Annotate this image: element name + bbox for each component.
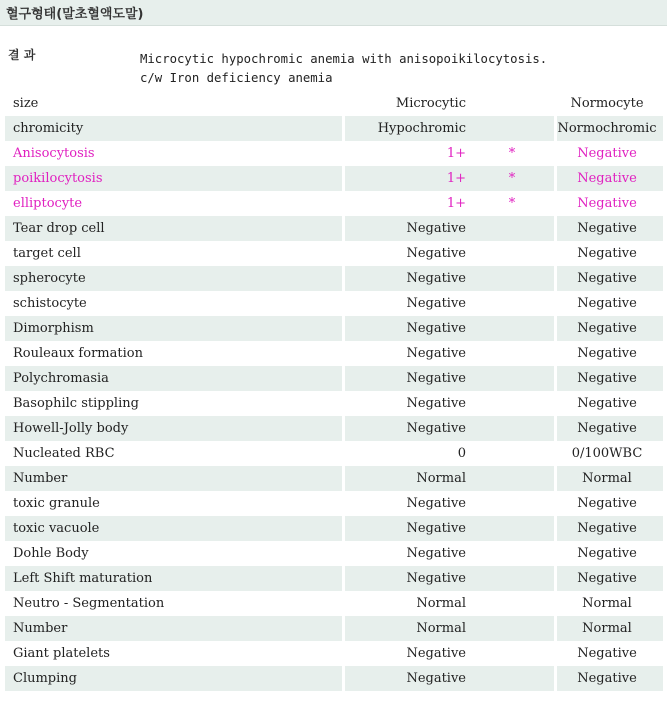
reference-value: Normocyte <box>570 96 644 111</box>
reference-value: Negative <box>557 516 663 541</box>
finding-value: 1+ <box>446 146 466 161</box>
table-row <box>5 491 663 516</box>
finding-name: spherocyte <box>5 266 342 291</box>
finding-name: poikilocytosis <box>5 166 342 191</box>
finding-name: Anisocytosis <box>13 146 95 161</box>
abnormal-flag <box>470 116 554 141</box>
table-row <box>5 541 663 566</box>
finding-name: Tear drop cell <box>5 216 342 241</box>
finding-value: Negative <box>345 666 470 691</box>
abnormal-flag: * <box>508 196 516 211</box>
table-row <box>5 641 663 666</box>
finding-value: Negative <box>345 366 470 391</box>
finding-name: size <box>13 96 39 111</box>
reference-value: 0/100WBC <box>571 446 643 461</box>
reference-value: Normal <box>557 616 663 641</box>
reference-value: Negative <box>577 246 637 261</box>
finding-value: Negative <box>406 496 466 511</box>
table-row <box>5 316 663 341</box>
section-header <box>0 0 667 26</box>
table-row <box>5 591 663 616</box>
reference-value: Negative <box>557 166 663 191</box>
table-row <box>5 166 663 191</box>
abnormal-flag: * <box>470 166 554 191</box>
reference-value: Negative <box>577 496 637 511</box>
finding-name: elliptocyte <box>13 196 83 211</box>
abnormal-flag <box>470 666 554 691</box>
finding-value: Negative <box>406 246 466 261</box>
reference-value: Negative <box>557 566 663 591</box>
finding-value: Negative <box>345 266 470 291</box>
table-row <box>5 341 663 366</box>
finding-name: Clumping <box>5 666 342 691</box>
finding-value: Negative <box>406 646 466 661</box>
abnormal-flag <box>470 291 554 316</box>
finding-name: Number <box>5 616 342 641</box>
abnormal-flag <box>470 441 554 466</box>
finding-name: schistocyte <box>13 296 87 311</box>
finding-value: Negative <box>345 566 470 591</box>
finding-name: Dimorphism <box>5 316 342 341</box>
table-row <box>5 241 663 266</box>
abnormal-flag <box>470 266 554 291</box>
abnormal-flag <box>470 341 554 366</box>
finding-value: Negative <box>406 396 466 411</box>
reference-value: Negative <box>557 666 663 691</box>
result-line: c/w Iron deficiency anemia <box>140 71 333 85</box>
table-row <box>5 216 663 241</box>
abnormal-flag <box>470 566 554 591</box>
reference-value: Negative <box>557 316 663 341</box>
table-row <box>5 466 663 491</box>
reference-value: Negative <box>557 216 663 241</box>
reference-value: Negative <box>577 346 637 361</box>
finding-name: Rouleaux formation <box>13 346 143 361</box>
finding-name: Number <box>5 466 342 491</box>
reference-value: Negative <box>557 416 663 441</box>
result-line: Microcytic hypochromic anemia with anisopoikilocytosis. <box>140 52 548 66</box>
reference-value: Negative <box>577 196 637 211</box>
table-row <box>5 366 663 391</box>
abnormal-flag <box>470 91 554 116</box>
reference-value: Negative <box>577 396 637 411</box>
finding-name: Dohle Body <box>13 546 89 561</box>
table-row <box>5 616 663 641</box>
abnormal-flag <box>470 491 554 516</box>
finding-name: Basophilc stippling <box>13 396 139 411</box>
abnormal-flag <box>470 241 554 266</box>
finding-value: Negative <box>345 416 470 441</box>
abnormal-flag <box>470 516 554 541</box>
abnormal-flag: * <box>508 146 516 161</box>
abnormal-flag <box>470 641 554 666</box>
abnormal-flag <box>470 466 554 491</box>
reference-value: Normal <box>557 466 663 491</box>
finding-name: Polychromasia <box>5 366 342 391</box>
finding-name: toxic granule <box>13 496 100 511</box>
finding-value: Hypochromic <box>345 116 470 141</box>
table-row <box>5 666 663 691</box>
abnormal-flag <box>470 616 554 641</box>
reference-value: Negative <box>557 266 663 291</box>
finding-value: Negative <box>406 546 466 561</box>
reference-value: Negative <box>557 366 663 391</box>
finding-value: Negative <box>406 346 466 361</box>
finding-name: toxic vacuole <box>5 516 342 541</box>
table-row <box>5 516 663 541</box>
section-title: 혈구형태(말초혈액도말) <box>6 7 144 22</box>
table-row <box>5 391 663 416</box>
finding-name: chromicity <box>5 116 342 141</box>
table-row <box>5 91 663 116</box>
finding-name: Left Shift maturation <box>5 566 342 591</box>
reference-value: Normal <box>582 596 632 611</box>
finding-value: Negative <box>345 516 470 541</box>
abnormal-flag <box>470 541 554 566</box>
abnormal-flag <box>470 366 554 391</box>
finding-value: Normal <box>416 596 466 611</box>
table-row <box>5 116 663 141</box>
finding-value: Normal <box>345 616 470 641</box>
reference-value: Normochromic <box>557 116 663 141</box>
finding-value: 0 <box>457 446 466 461</box>
abnormal-flag <box>470 391 554 416</box>
finding-value: Normal <box>345 466 470 491</box>
finding-value: 1+ <box>446 196 466 211</box>
abnormal-flag <box>470 591 554 616</box>
finding-name: Neutro - Segmentation <box>13 596 165 611</box>
table-row <box>5 191 663 216</box>
abnormal-flag <box>470 216 554 241</box>
finding-name: Howell-Jolly body <box>5 416 342 441</box>
result-text <box>140 50 547 88</box>
reference-value: Negative <box>577 296 637 311</box>
table-row <box>5 141 663 166</box>
table-row <box>5 441 663 466</box>
finding-name: target cell <box>13 246 81 261</box>
morphology-table <box>5 91 663 691</box>
table-row <box>5 291 663 316</box>
finding-value: Microcytic <box>395 96 466 111</box>
reference-value: Negative <box>577 146 637 161</box>
result-label: 결 과 <box>8 48 36 62</box>
finding-value: Negative <box>345 316 470 341</box>
reference-value: Negative <box>577 646 637 661</box>
abnormal-flag <box>470 416 554 441</box>
finding-value: Negative <box>345 216 470 241</box>
table-row <box>5 266 663 291</box>
finding-name: Nucleated RBC <box>13 446 115 461</box>
reference-value: Negative <box>577 546 637 561</box>
abnormal-flag <box>470 316 554 341</box>
finding-name: Giant platelets <box>13 646 110 661</box>
finding-value: Negative <box>406 296 466 311</box>
finding-value: 1+ <box>345 166 470 191</box>
table-row <box>5 566 663 591</box>
table-row <box>5 416 663 441</box>
